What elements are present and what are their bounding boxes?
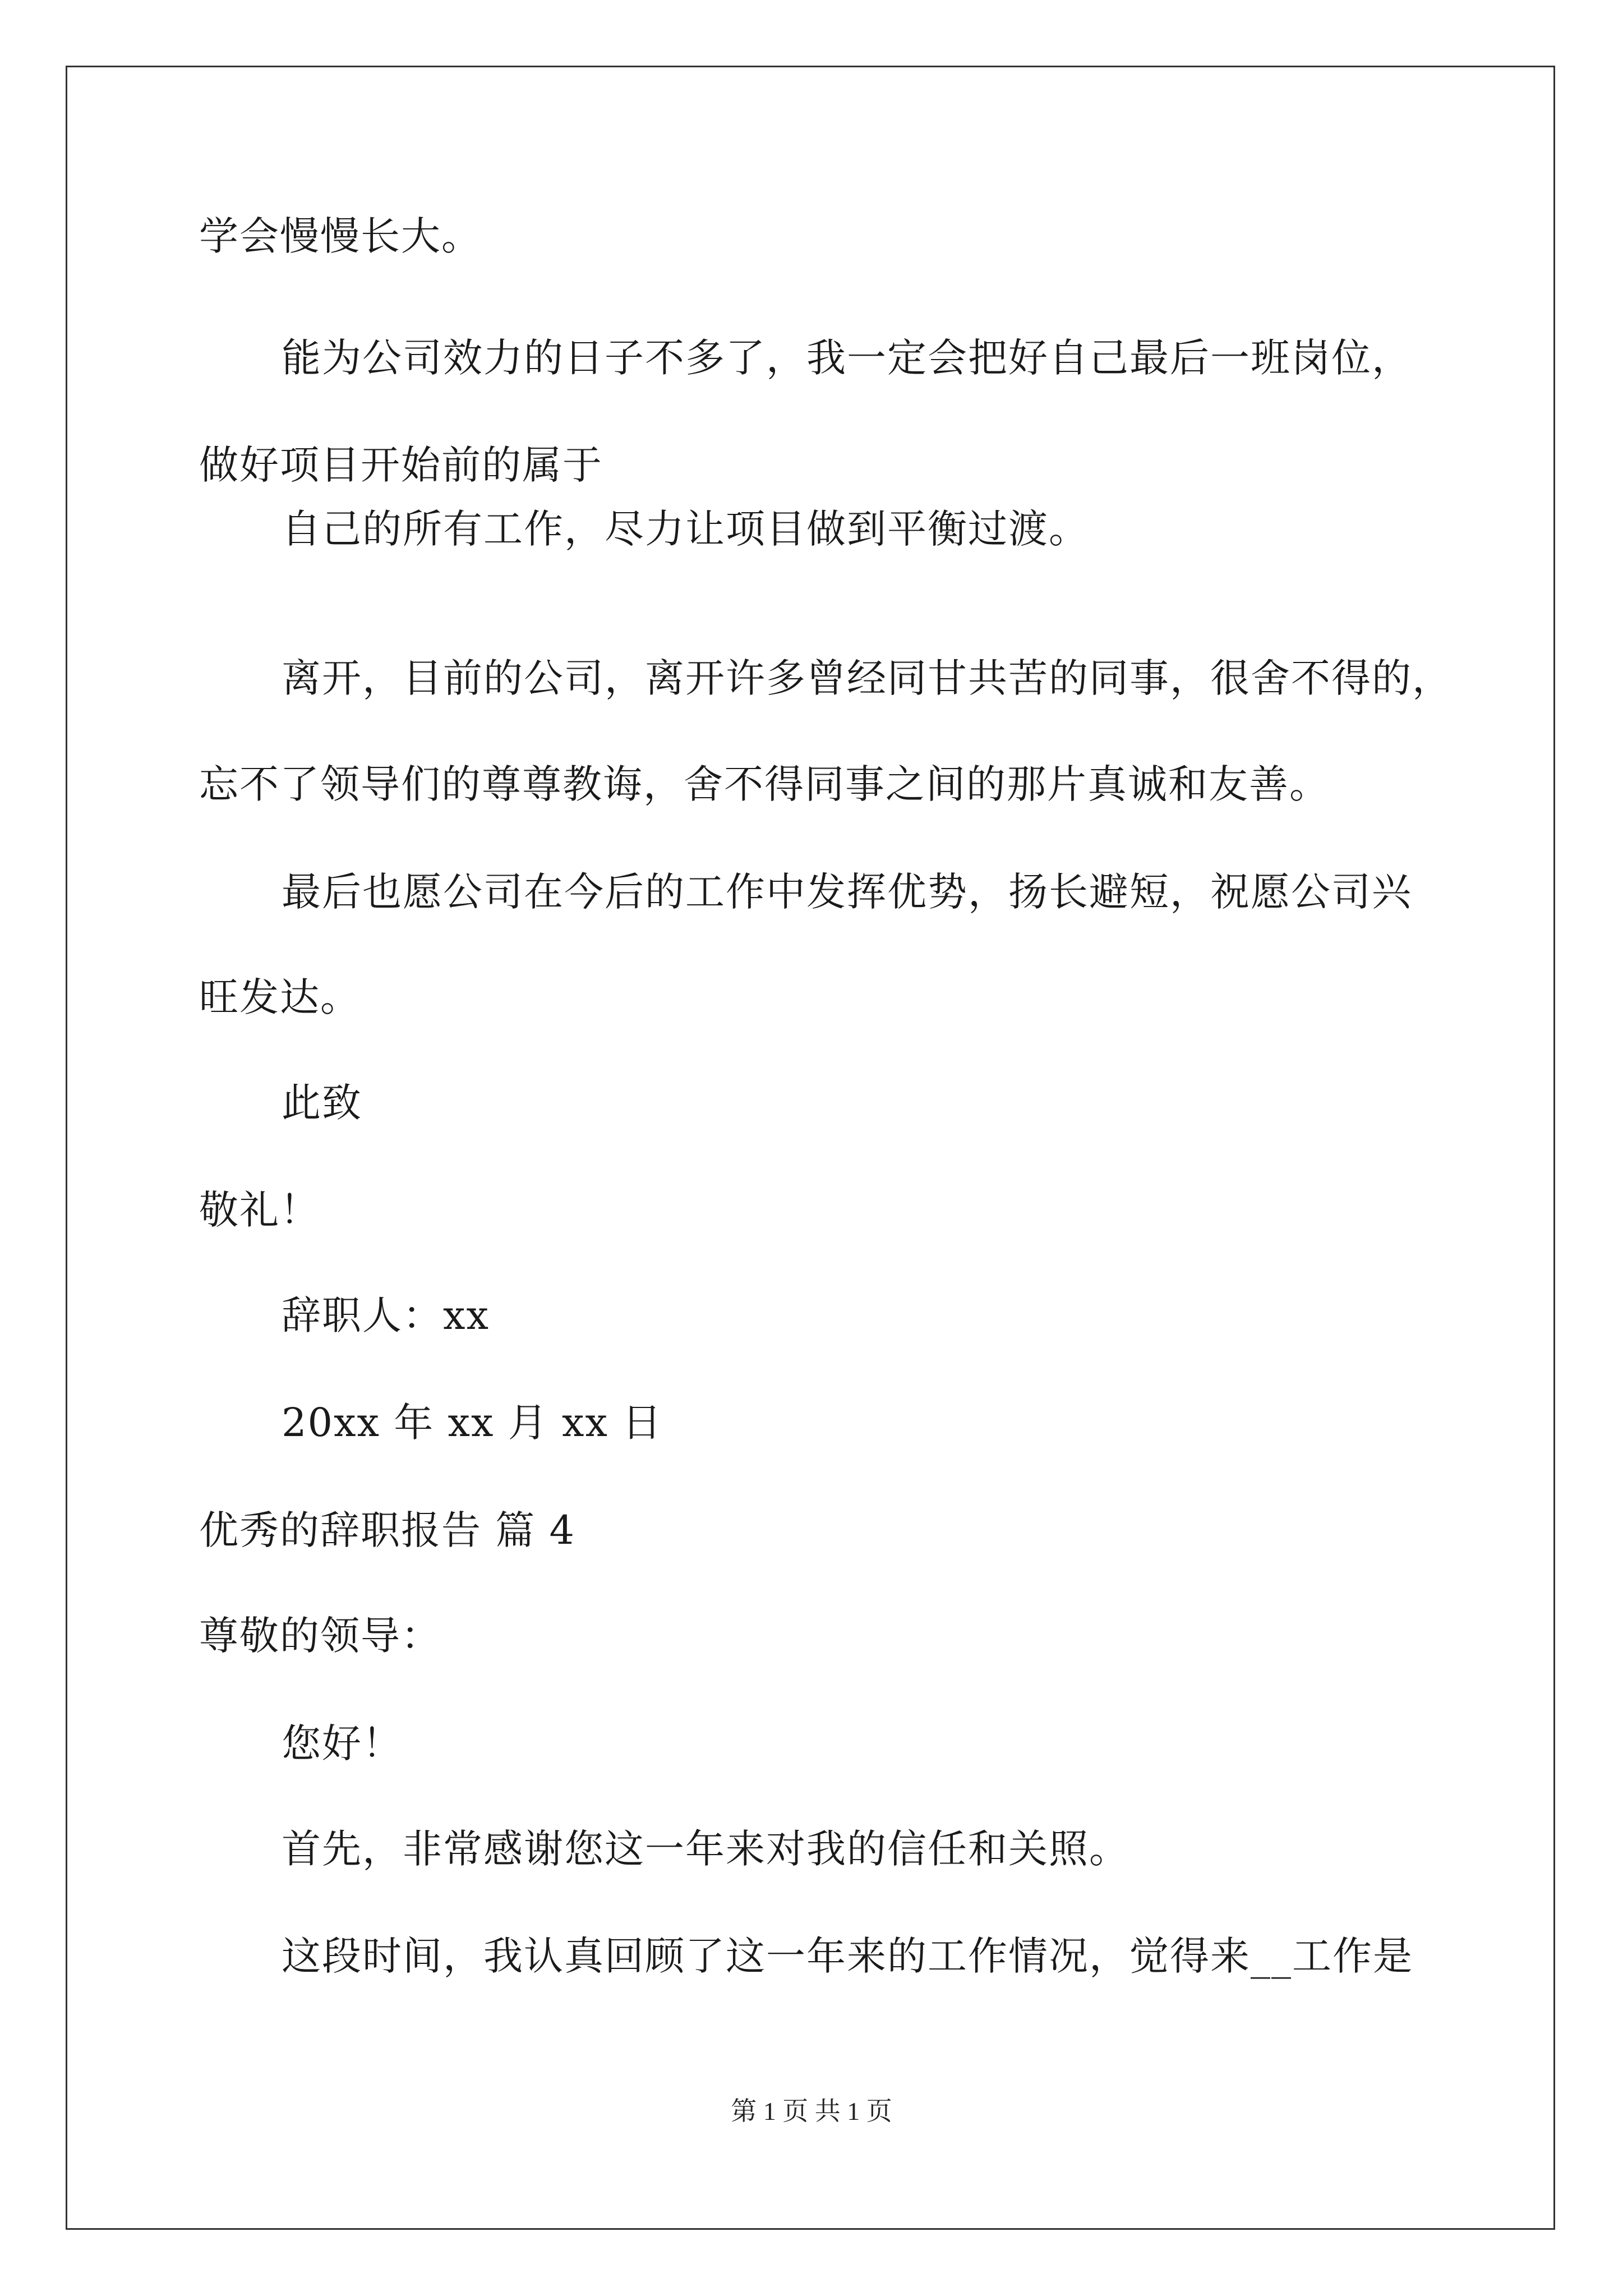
text-line: 20xx 年 xx 月 xx 日 xyxy=(282,1400,663,1446)
text-line: 自己的所有工作，尽力让项目做到平衡过渡。 xyxy=(282,506,1089,552)
text-line: 此致 xyxy=(282,1080,362,1126)
text-line: 旺发达。 xyxy=(199,974,361,1020)
text-line: 辞职人：xx xyxy=(282,1292,490,1338)
text-line: 敬礼！ xyxy=(199,1187,320,1233)
section-heading: 优秀的辞职报告 篇 4 xyxy=(199,1507,576,1553)
greeting: 您好！ xyxy=(282,1720,403,1766)
text-line: 首先，非常感谢您这一年来对我的信任和关照。 xyxy=(282,1826,1129,1872)
text-line: 忘不了领导们的尊尊教诲，舍不得同事之间的那片真诚和友善。 xyxy=(199,761,1330,807)
text-line: 学会慢慢长大。 xyxy=(199,213,482,259)
text-line: 能为公司效力的日子不多了，我一定会把好自己最后一班岗位， xyxy=(282,335,1412,381)
salutation: 尊敬的领导： xyxy=(199,1613,441,1659)
text-line: 最后也愿公司在今后的工作中发挥优势，扬长避短，祝愿公司兴 xyxy=(282,869,1412,915)
text-line: 这段时间，我认真回顾了这一年来的工作情况，觉得来__工作是 xyxy=(282,1933,1413,1979)
page-border xyxy=(66,66,1555,2230)
page-footer: 第 1 页 共 1 页 xyxy=(731,2097,892,2125)
text-line: 离开，目前的公司，离开许多曾经同甘共苦的同事，很舍不得的， xyxy=(282,655,1453,701)
text-line: 做好项目开始前的属于 xyxy=(199,442,603,488)
